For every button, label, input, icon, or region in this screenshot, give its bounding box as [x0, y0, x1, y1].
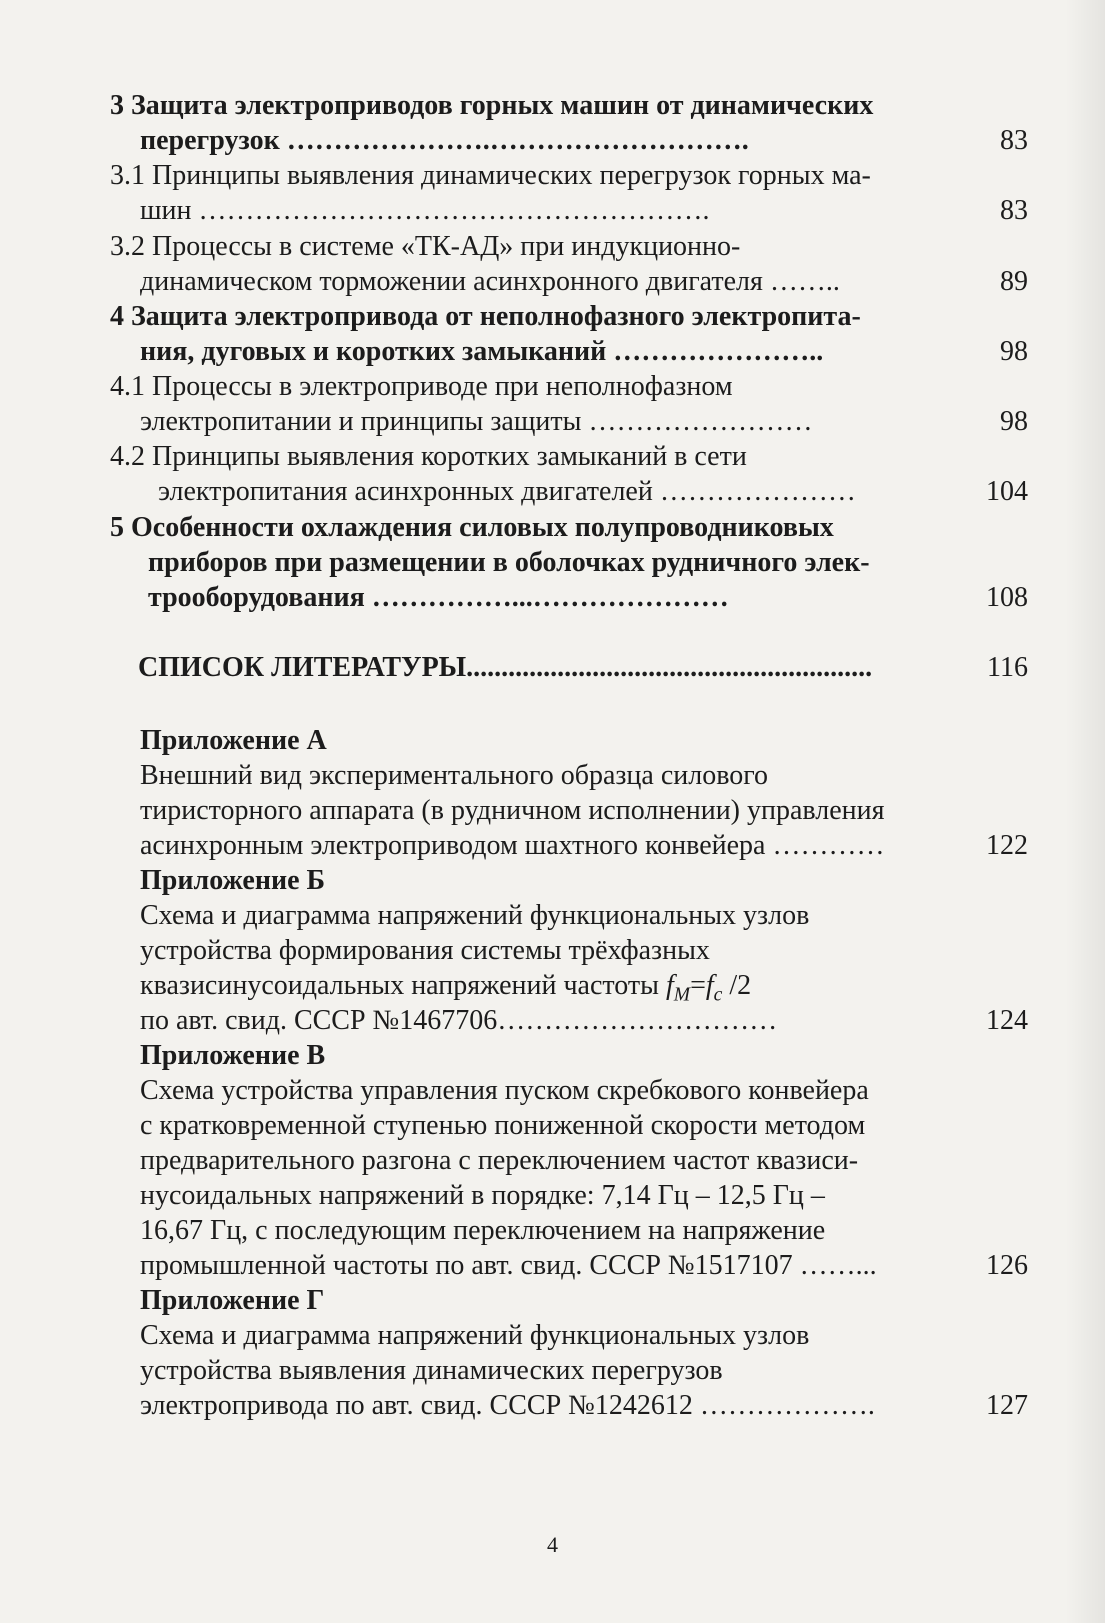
- toc-appendix-v-line-4: нусоидальных напряжений в порядке: 7,14 Гц – 12,5 Гц –: [140, 1180, 825, 1211]
- toc-section-4-1-line-2: электропитании и принципы защиты ……………………: [140, 406, 813, 437]
- toc-appendix-b-line-1: Схема и диаграмма напряжений функциональных узлов: [140, 900, 810, 931]
- frequency-fm: $f_M$: [665, 970, 691, 1006]
- toc-section-3-1-line-2: шин ……………………………………………….: [140, 195, 710, 226]
- toc-appendix-g-line-2: устройства выявления динамических перегрузов: [140, 1355, 723, 1386]
- toc-appendix-v-page: 126: [986, 1250, 1028, 1281]
- toc-appendix-g-title: Приложение Г: [140, 1285, 325, 1316]
- frequency-fc: $f_c$: [705, 970, 723, 1006]
- toc-section-4-2-page: 104: [986, 476, 1028, 507]
- toc-appendix-a-line-2: тиристорного аппарата (в рудничном исполнении) управления: [140, 795, 885, 826]
- toc-references-page: 116: [987, 652, 1028, 683]
- toc-section-4-1-line-1: 4.1 Процессы в электроприводе при неполнофазном: [110, 371, 733, 402]
- toc-section-5-page: 108: [986, 582, 1028, 613]
- toc-section-4-title-line-1: 4 Защита электропривода от неполнофазного электропита-: [110, 301, 861, 332]
- toc-appendix-b-line-3-text: квазисинусоидальных напряжений частоты: [140, 970, 666, 1001]
- toc-appendix-a-page: 122: [986, 830, 1028, 861]
- toc-appendix-b-line-3: квазисинусоидальных напряжений частоты $f_M=f_c$ /2: [140, 970, 752, 1006]
- toc-appendix-v-line-3: предварительного разгона с переключением частот квазиси-: [140, 1145, 859, 1176]
- toc-appendix-b-line-2: устройства формирования системы трёхфазных: [140, 935, 710, 966]
- toc-appendix-g-line-1: Схема и диаграмма напряжений функциональных узлов: [140, 1320, 810, 1351]
- toc-appendix-b-page: 124: [986, 1005, 1028, 1036]
- toc-section-4-title-line-2: ния, дуговых и коротких замыканий …………………..: [140, 336, 824, 367]
- toc-appendix-v-line-6: промышленной частоты по авт. свид. СССР №1517107 ……...: [140, 1250, 877, 1281]
- toc-appendix-v-line-2: с кратковременной ступенью пониженной скорости методом: [140, 1110, 866, 1141]
- toc-section-3-1-page: 83: [1000, 195, 1028, 226]
- toc-section-4-2-line-2: электропитания асинхронных двигателей …………………: [158, 476, 856, 507]
- toc-appendix-b-line-4: по авт. свид. СССР №1467706…………………………: [140, 1005, 778, 1036]
- toc-appendix-v-title: Приложение В: [140, 1040, 326, 1071]
- toc-appendix-a-title: Приложение А: [140, 725, 327, 756]
- toc-section-5-title-line-3: трооборудования ……………...…………………: [148, 582, 729, 613]
- toc-section-3-page: 83: [1000, 125, 1028, 156]
- toc-appendix-v-line-1: Схема устройства управления пуском скребкового конвейера: [140, 1075, 869, 1106]
- toc-section-4-page: 98: [1000, 336, 1028, 367]
- toc-appendix-a-line-1: Внешний вид экспериментального образца силового: [140, 760, 769, 791]
- toc-section-3-2-line-1: 3.2 Процессы в системе «ТК-АД» при индукционно-: [110, 231, 741, 262]
- toc-section-3-1-line-1: 3.1 Принципы выявления динамических перегрузок горных ма-: [110, 160, 871, 191]
- toc-section-5-title-line-1: 5 Особенности охлаждения силовых полупроводниковых: [110, 512, 834, 543]
- toc-appendix-a-line-3: асинхронным электроприводом шахтного конвейера …………: [140, 830, 885, 861]
- toc-references: СПИСОК ЛИТЕРАТУРЫ..........................................................: [138, 652, 873, 683]
- toc-appendix-b-title: Приложение Б: [140, 865, 326, 896]
- toc-section-4-2-line-1: 4.2 Принципы выявления коротких замыканий в сети: [110, 441, 747, 472]
- toc-section-3-title-line-1: 3 Защита электроприводов горных машин от динамических: [110, 90, 874, 121]
- toc-appendix-g-line-3: электропривода по авт. свид. СССР №1242612 ……………….: [140, 1390, 875, 1421]
- toc-section-3-2-page: 89: [1000, 266, 1028, 297]
- toc-section-3-2-line-2: динамическом торможении асинхронного двигателя ……..: [140, 266, 840, 297]
- page-number: 4: [547, 1532, 558, 1557]
- toc-appendix-g-page: 127: [986, 1390, 1028, 1421]
- toc-appendix-v-line-5: 16,67 Гц, с последующим переключением на напряжение: [140, 1215, 826, 1246]
- toc-section-4-1-page: 98: [1000, 406, 1028, 437]
- toc-section-3-title-line-2: перегрузок ………………….……………………….: [140, 125, 749, 156]
- toc-section-5-title-line-2: приборов при размещении в оболочках рудничного элек-: [148, 547, 870, 578]
